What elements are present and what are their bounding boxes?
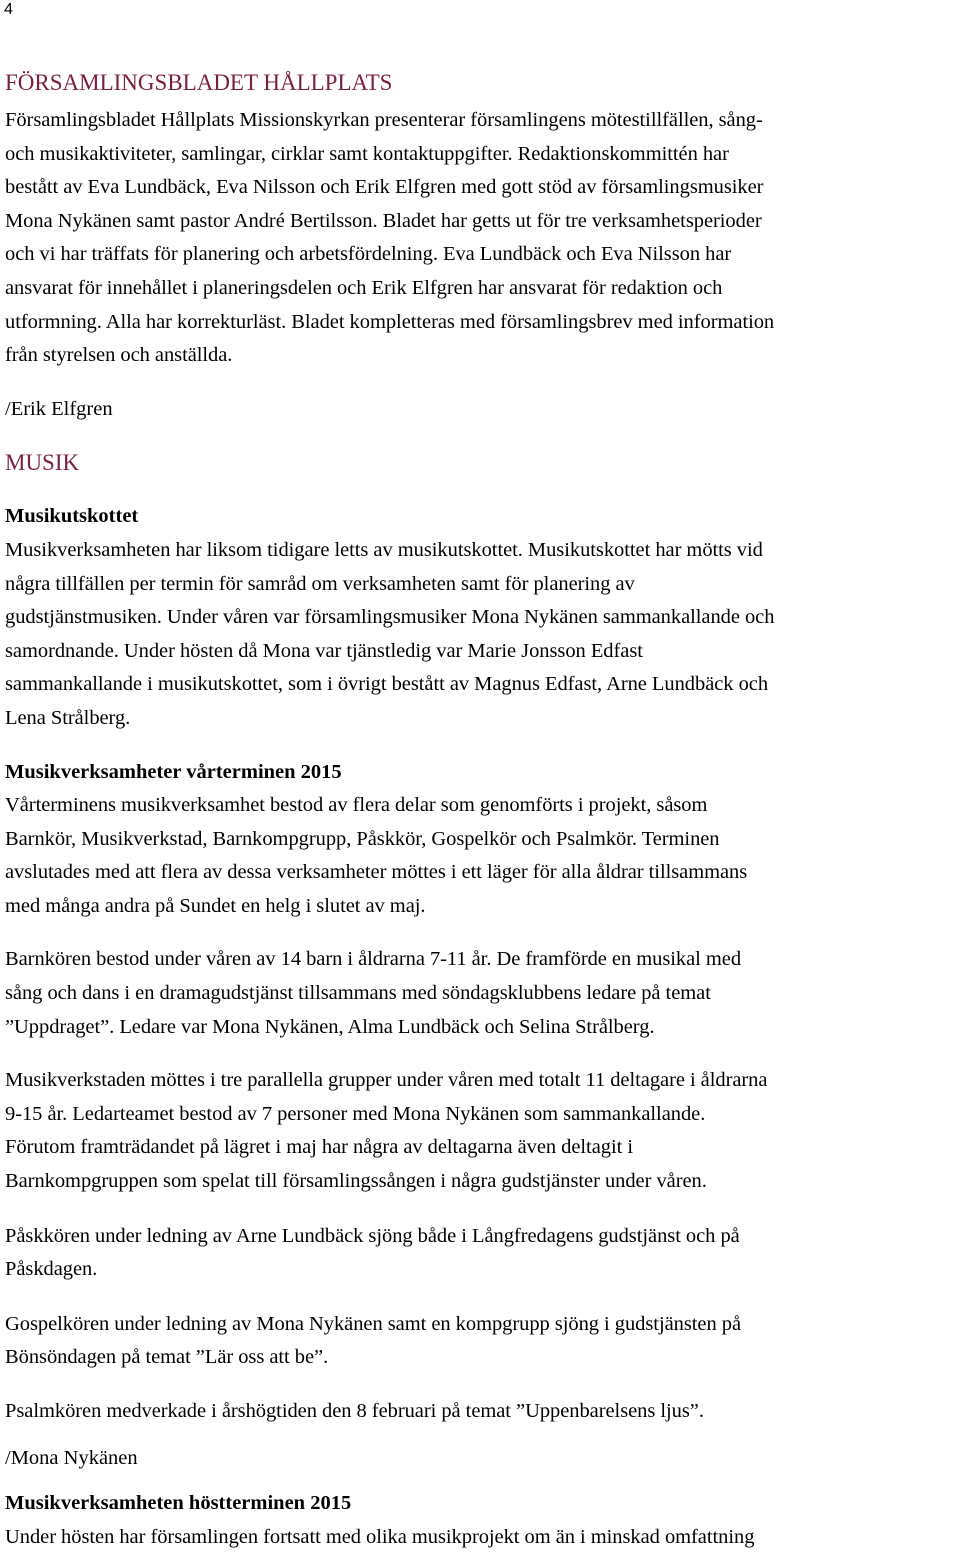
line: ansvarat för innehållet i planeringsdelen och Erik Elfgren har ansvarat för redaktion och	[5, 276, 723, 299]
line: med många andra på Sundet en helg i slutet av maj.	[5, 894, 426, 917]
line: och musikaktiviteter, samlingar, cirklar samt kontaktuppgifter. Redaktionskommittén har	[5, 142, 729, 165]
paragraph-barnkoren	[5, 943, 960, 1044]
line: avslutades med att flera av dessa verksamheter möttes i ett läger för alla åldrar tillsammans	[5, 861, 748, 884]
paragraph-paskkoren	[5, 1220, 960, 1287]
section-heading-forsamlingsbladet: FÖRSAMLINGSBLADET HÅLLPLATS	[5, 70, 393, 95]
subheading-hostterminen: Musikverksamheten höstterminen 2015	[5, 1492, 352, 1515]
line: från styrelsen och anställda.	[5, 344, 233, 367]
line: ”Uppdraget”. Ledare var Mona Nykänen, Alma Lundbäck och Selina Strålberg.	[5, 1015, 655, 1038]
line: samordnande. Under hösten då Mona var tjänstledig var Marie Jonsson Edfast	[5, 639, 643, 662]
line: Barnkompgruppen som spelat till församlingssången i några gudstjänster under våren.	[5, 1170, 707, 1193]
line: Vårterminens musikverksamhet bestod av flera delar som genomförts i projekt, såsom	[5, 794, 708, 817]
line: Barnkör, Musikverkstad, Barnkompgrupp, Påskkör, Gospelkör och Psalmkör. Terminen	[5, 827, 720, 850]
section-heading-musik: MUSIK	[5, 450, 80, 476]
line: sammankallande i musikutskottet, som i övrigt bestått av Magnus Edfast, Arne Lundbäck och	[5, 673, 769, 696]
line: Musikverksamheten har liksom tidigare letts av musikutskottet. Musikutskottet har mötts vid	[5, 538, 763, 561]
line: Förutom framträdandet på lägret i maj har några av deltagarna även deltagit i	[5, 1136, 633, 1159]
line: Musikverkstaden möttes i tre parallella grupper under våren med totalt 11 deltagare i åldrarna	[5, 1069, 768, 1092]
section-musik	[5, 446, 960, 1554]
paragraph-musikverkstaden	[5, 1064, 960, 1198]
line: Församlingsbladet Hållplats Missionskyrkan presenterar församlingens mötestillfällen, sång-	[5, 109, 763, 131]
line: utformning. Alla har korrekturläst. Bladet kompletteras med församlingsbrev med information	[5, 310, 775, 333]
line: Barnkören bestod under våren av 14 barn i åldrarna 7-11 år. De framförde en musikal med	[5, 948, 742, 971]
line: Påskdagen.	[5, 1258, 98, 1281]
page-number: 4	[4, 1, 13, 18]
document-body	[5, 62, 960, 1554]
subheading-varterminen: Musikverksamheter vårterminen 2015	[5, 760, 342, 783]
line: och vi har träffats för planering och arbetsfördelning. Eva Lundbäck och Eva Nilsson har	[5, 243, 732, 266]
signature-erik-elfgren: /Erik Elfgren	[5, 397, 113, 420]
line: bestått av Eva Lundbäck, Eva Nilsson och Erik Elfgren med gott stöd av församlingsmusiker	[5, 176, 764, 199]
line: Mona Nykänen samt pastor André Bertilsson. Bladet har getts ut för tre verksamhetsperioder	[5, 209, 762, 232]
section-forsamlingsbladet	[5, 62, 960, 426]
line: Påskkören under ledning av Arne Lundbäck sjöng både i Långfredagens gudstjänst och på	[5, 1224, 740, 1247]
signature-mona-nykanen: /Mona Nykänen	[5, 1446, 138, 1469]
line: Bönsöndagen på temat ”Lär oss att be”.	[5, 1346, 329, 1369]
line: 9-15 år. Ledarteamet bestod av 7 personer med Mona Nykänen som sammankallande.	[5, 1102, 706, 1125]
line: sång och dans i en dramagudstjänst tillsammans med söndagsklubbens ledare på temat	[5, 982, 711, 1005]
paragraph-gospelkoren	[5, 1308, 960, 1375]
line: Under hösten har församlingen fortsatt med olika musikprojekt om än i minskad omfattning	[5, 1525, 755, 1548]
line: Gospelkören under ledning av Mona Nykänen samt en kompgrupp sjöng i gudstjänsten på	[5, 1312, 741, 1335]
line: Lena Strålberg.	[5, 706, 131, 729]
line: några tillfällen per termin för samråd om verksamheten samt för planering av	[5, 572, 635, 595]
paragraph-psalmkoren	[5, 1395, 960, 1429]
line: gudstjänstmusiken. Under våren var församlingsmusiker Mona Nykänen sammankallande och	[5, 606, 775, 629]
line: Psalmkören medverkade i årshögtiden den 8 februari på temat ”Uppenbarelsens ljus”.	[5, 1400, 704, 1422]
paragraph-musikutskottet	[5, 534, 960, 736]
paragraph-forsamlingsbladet	[5, 104, 960, 373]
paragraph-hostterminen	[5, 1521, 960, 1554]
subheading-musikutskottet: Musikutskottet	[5, 505, 139, 528]
paragraph-varterminen-intro	[5, 789, 960, 923]
